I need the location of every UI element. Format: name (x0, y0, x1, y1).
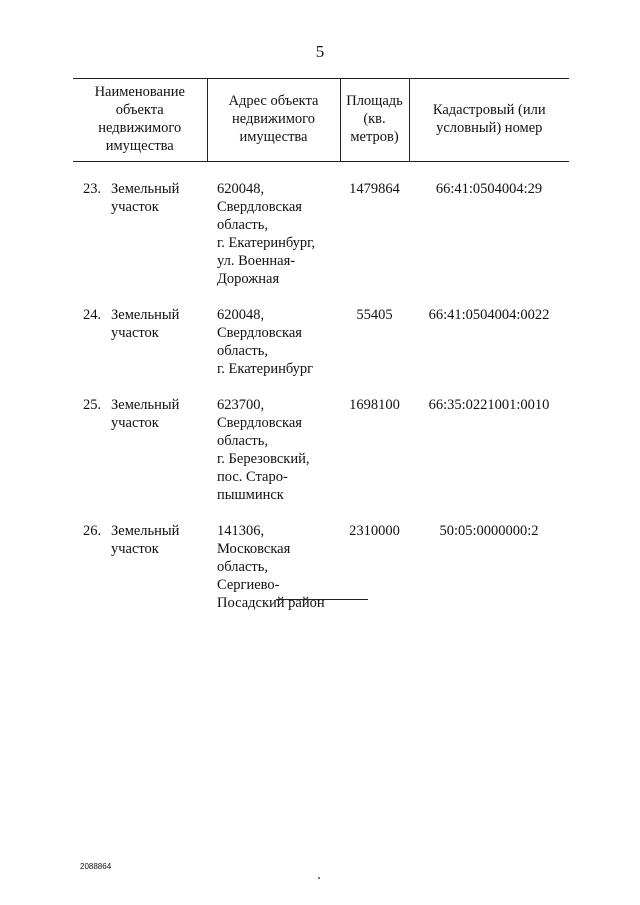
table-header (73, 79, 569, 162)
property-table (73, 78, 569, 630)
end-of-document-rule (276, 599, 368, 600)
address-cell: 620048, Свердловская область, г. Екатеринбург (217, 307, 314, 377)
table-row (73, 522, 569, 630)
address-cell: 620048, Свердловская область, г. Екатеринбург, ул. Военная- Дорожная (217, 181, 316, 287)
cadastral-number-cell: 66:41:0504004:0022 (428, 307, 550, 323)
object-name-cell (73, 162, 207, 307)
cadastral-number-cell: 66:35:0221001:0010 (428, 397, 550, 413)
cadastral-number-cell: 66:41:0504004:29 (435, 181, 543, 197)
header-area: Площадь (кв. метров) (340, 79, 409, 162)
object-name-cell (73, 396, 207, 522)
object-name: Земельный участок (111, 307, 180, 341)
table-header-row (73, 79, 569, 162)
address-cell: 141306, Московская область, Сергиево- Посадский район (217, 523, 325, 611)
area-cell: 2310000 (349, 523, 400, 539)
property-table-container (73, 78, 569, 630)
stray-mark (318, 877, 320, 879)
cadastral-number-cell: 50:05:0000000:2 (439, 523, 539, 539)
row-number: 25. (83, 397, 102, 413)
object-name: Земельный участок (111, 397, 180, 431)
row-number: 26. (83, 523, 102, 539)
table-row (73, 162, 569, 307)
object-name: Земельный участок (111, 523, 180, 557)
area-cell: 1698100 (349, 397, 400, 413)
row-number: 24. (83, 307, 102, 323)
row-number: 23. (83, 181, 102, 197)
object-name-cell (73, 306, 207, 396)
table-row (73, 396, 569, 522)
header-object-name: Наименование объекта недвижимого имущества (73, 79, 207, 162)
area-cell: 55405 (356, 307, 393, 323)
table-body (73, 162, 569, 631)
header-address: Адрес объекта недвижимого имущества (207, 79, 340, 162)
object-name: Земельный участок (111, 181, 180, 215)
area-cell: 1479864 (349, 181, 400, 197)
footer-document-code: 2088864 (80, 862, 112, 871)
address-cell: 623700, Свердловская область, г. Березовский, пос. Старо- пышминск (217, 397, 310, 503)
object-name-cell (73, 522, 207, 630)
table-row (73, 306, 569, 396)
header-cadastral-number: Кадастровый (или условный) номер (409, 79, 569, 162)
page-number: 5 (315, 42, 325, 61)
